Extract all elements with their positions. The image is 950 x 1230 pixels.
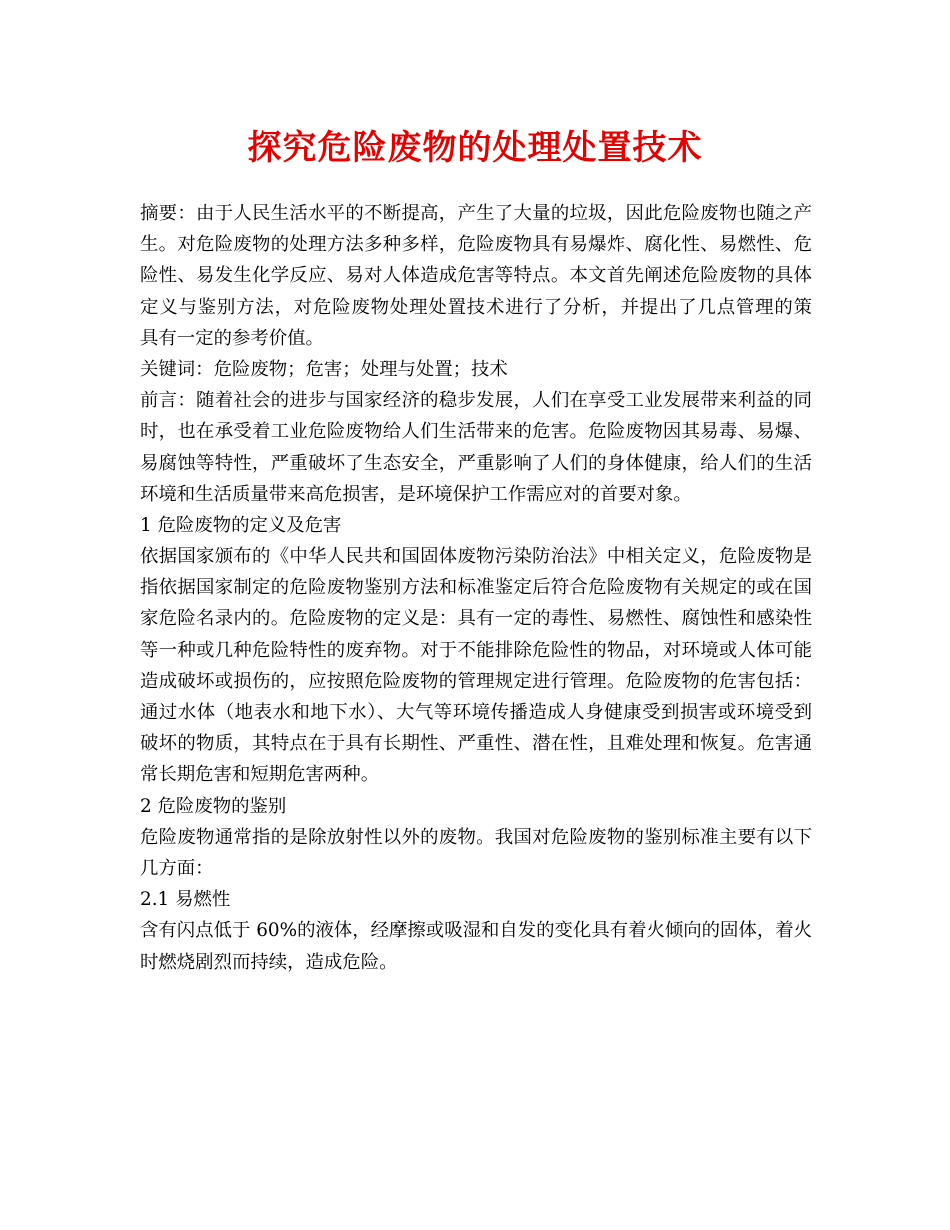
document-line: 1 危险废物的定义及危害 xyxy=(140,514,342,536)
document-line: 摘要：由于人民生活水平的不断提高，产生了大量的垃圾，因此危险废物也随之产 xyxy=(140,203,812,224)
document-line: 环境和生活质量带来高危损害，是环境保护工作需应对的首要对象。 xyxy=(140,483,692,505)
document-title: 探究危险废物的处理处置技术 xyxy=(247,128,703,168)
document-line: 造成破坏或损伤的，应按照危险废物的管理规定进行管理。危险废物的危害包括： xyxy=(140,670,812,692)
document-line: 等一种或几种危险特性的废弃物。对于不能排除危险性的物品，对环境或人体可能 xyxy=(140,639,812,661)
document-line: 易腐蚀等特性，严重破坏了生态安全，严重影响了人们的身体健康，给人们的生活 xyxy=(140,452,812,474)
document-body xyxy=(140,198,812,978)
document-line: 关键词：危险废物；危害；处理与处置；技术 xyxy=(140,358,508,380)
document-line: 通过水体（地表水和地下水）、大气等环境传播造成人身健康受到损害或环境受到 xyxy=(140,702,812,723)
document-line: 前言：随着社会的进步与国家经济的稳步发展，人们在享受工业发展带来利益的同 xyxy=(140,390,812,412)
document-line: 破坏的物质，其特点在于具有长期性、严重性、潜在性，且难处理和恢复。危害通 xyxy=(140,733,812,755)
document-line: 常长期危害和短期危害两种。 xyxy=(140,764,380,786)
document-line: 家危险名录内的。危险废物的定义是：具有一定的毒性、易燃性、腐蚀性和感染性 xyxy=(140,608,812,630)
document-line: 具有一定的参考价值。 xyxy=(140,327,324,349)
document-line: 生。对危险废物的处理方法多种多样，危险废物具有易爆炸、腐化性、易燃性、危 xyxy=(140,234,812,256)
document-line: 依据国家颁布的《中华人民共和国固体废物污染防治法》中相关定义，危险废物是 xyxy=(140,546,812,568)
document-line: 2 危险废物的鉴别 xyxy=(140,795,287,817)
document-line: 几方面： xyxy=(140,857,214,879)
document-line: 时，也在承受着工业危险废物给人们生活带来的危害。危险废物因其易毒、易爆、 xyxy=(140,421,812,443)
document-line: 2.1 易燃性 xyxy=(140,889,231,911)
document-line: 险性、易发生化学反应、易对人体造成危害等特点。本文首先阐述危险废物的具体 xyxy=(140,265,812,287)
document-line: 定义与鉴别方法，对危险废物处理处置技术进行了分析，并提出了几点管理的策 xyxy=(140,296,812,318)
document-line: 含有闪点低于 60%的液体，经摩擦或吸湿和自发的变化具有着火倾向的固体，着火 xyxy=(140,920,812,942)
document-line: 指依据国家制定的危险废物鉴别方法和标准鉴定后符合危险废物有关规定的或在国 xyxy=(140,577,812,599)
document-line: 时燃烧剧烈而持续，造成危险。 xyxy=(140,951,398,973)
document-line: 危险废物通常指的是除放射性以外的废物。我国对危险废物的鉴别标准主要有以下 xyxy=(140,826,812,848)
